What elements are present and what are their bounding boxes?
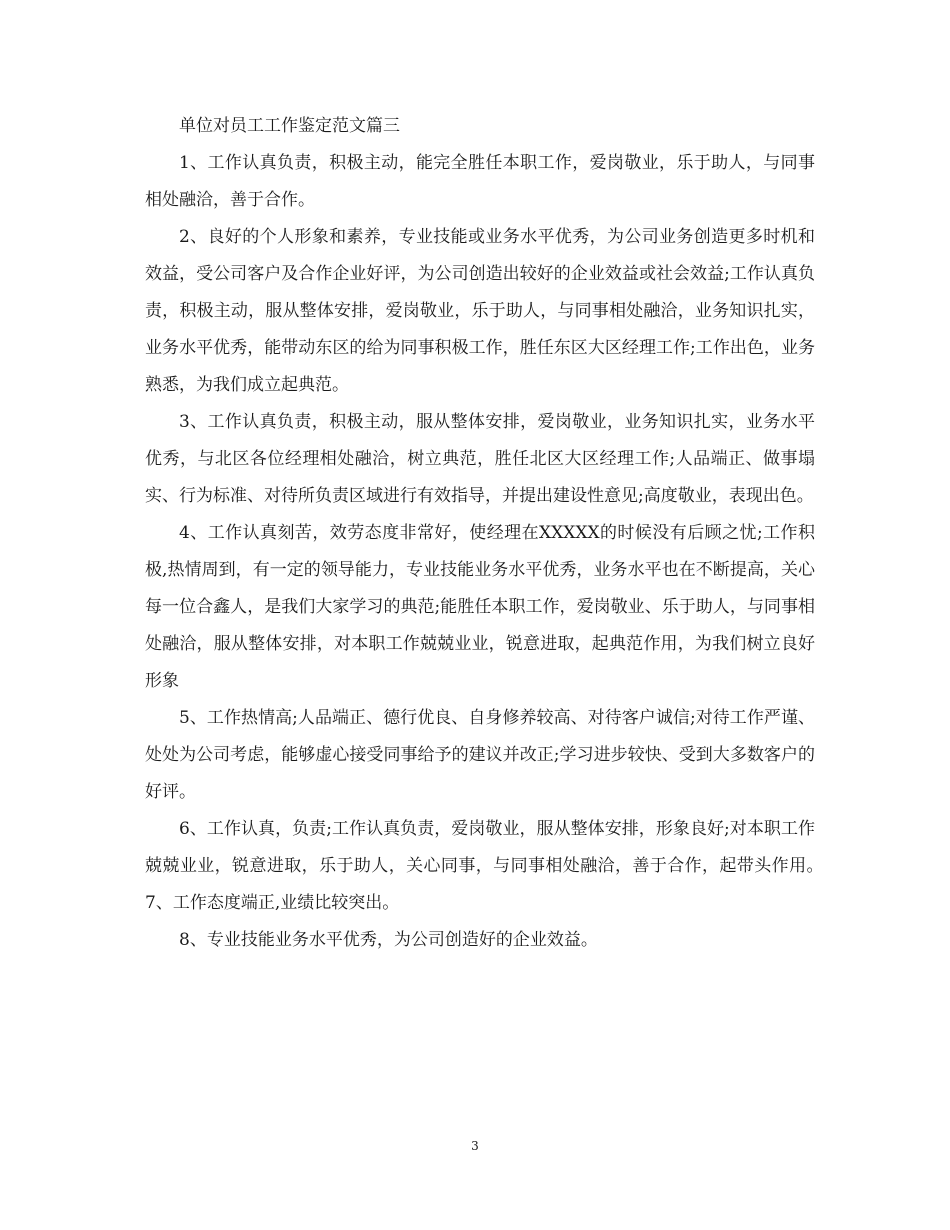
paragraph-3: 3、工作认真负责，积极主动，服从整体安排，爱岗敬业，业务知识扎实，业务水平优秀，与北区各位经理相处融洽，树立典范，胜任北区大区经理工作;人品端正、做事塌实、行为标准、对待所负责区域进行有效指导，并提出建设性意见;高度敬业，表现出色。 bbox=[145, 412, 815, 506]
paragraph-6: 6、工作认真，负责;工作认真负责，爱岗敬业，服从整体安排，形象良好;对本职工作兢兢业业，锐意进取，乐于助人，关心同事，与同事相处融洽，善于合作，起带头作用。 7、工作态度端正,业绩比较突出。 bbox=[145, 819, 849, 913]
document-title: 单位对员工工作鉴定范文篇三 bbox=[179, 116, 400, 136]
paragraph-5: 5、工作热情高;人品端正、德行优良、自身修养较高、对待客户诚信;对待工作严谨、处处为公司考虑，能够虚心接受同事给予的建议并改正;学习进步较快、受到大多数客户的好评。 bbox=[145, 708, 815, 802]
page-number: 3 bbox=[471, 1139, 479, 1153]
paragraph-8: 8、专业技能业务水平优秀，为公司创造好的企业效益。 bbox=[179, 930, 598, 950]
document-body bbox=[145, 108, 849, 959]
paragraph-2: 2、良好的个人形象和素养，专业技能或业务水平优秀，为公司业务创造更多时机和效益，受公司客户及合作企业好评，为公司创造出较好的企业效益或社会效益;工作认真负责，积极主动，服从整体安排，爱岗敬业，乐于助人，与同事相处融洽，业务知识扎实，业务水平优秀，能带动东区的给为同事积极工作，胜任东区大区经理工作;工作出色，业务熟悉，为我们成立起典范。 bbox=[145, 227, 815, 395]
paragraph-1: 1、工作认真负责，积极主动，能完全胜任本职工作，爱岗敬业，乐于助人，与同事相处融洽，善于合作。 bbox=[145, 153, 815, 210]
paragraph-4: 4、工作认真刻苦，效劳态度非常好，使经理在XXXXX的时候没有后顾之忧;工作积极,热情周到，有一定的领导能力，专业技能业务水平优秀，业务水平也在不断提高，关心每一位合鑫人，是我们大家学习的典范;能胜任本职工作，爱岗敬业、乐于助人，与同事相处融洽，服从整体安排，对本职工作兢兢业业，锐意进取，起典范作用，为我们树立良好形象 bbox=[145, 523, 815, 691]
